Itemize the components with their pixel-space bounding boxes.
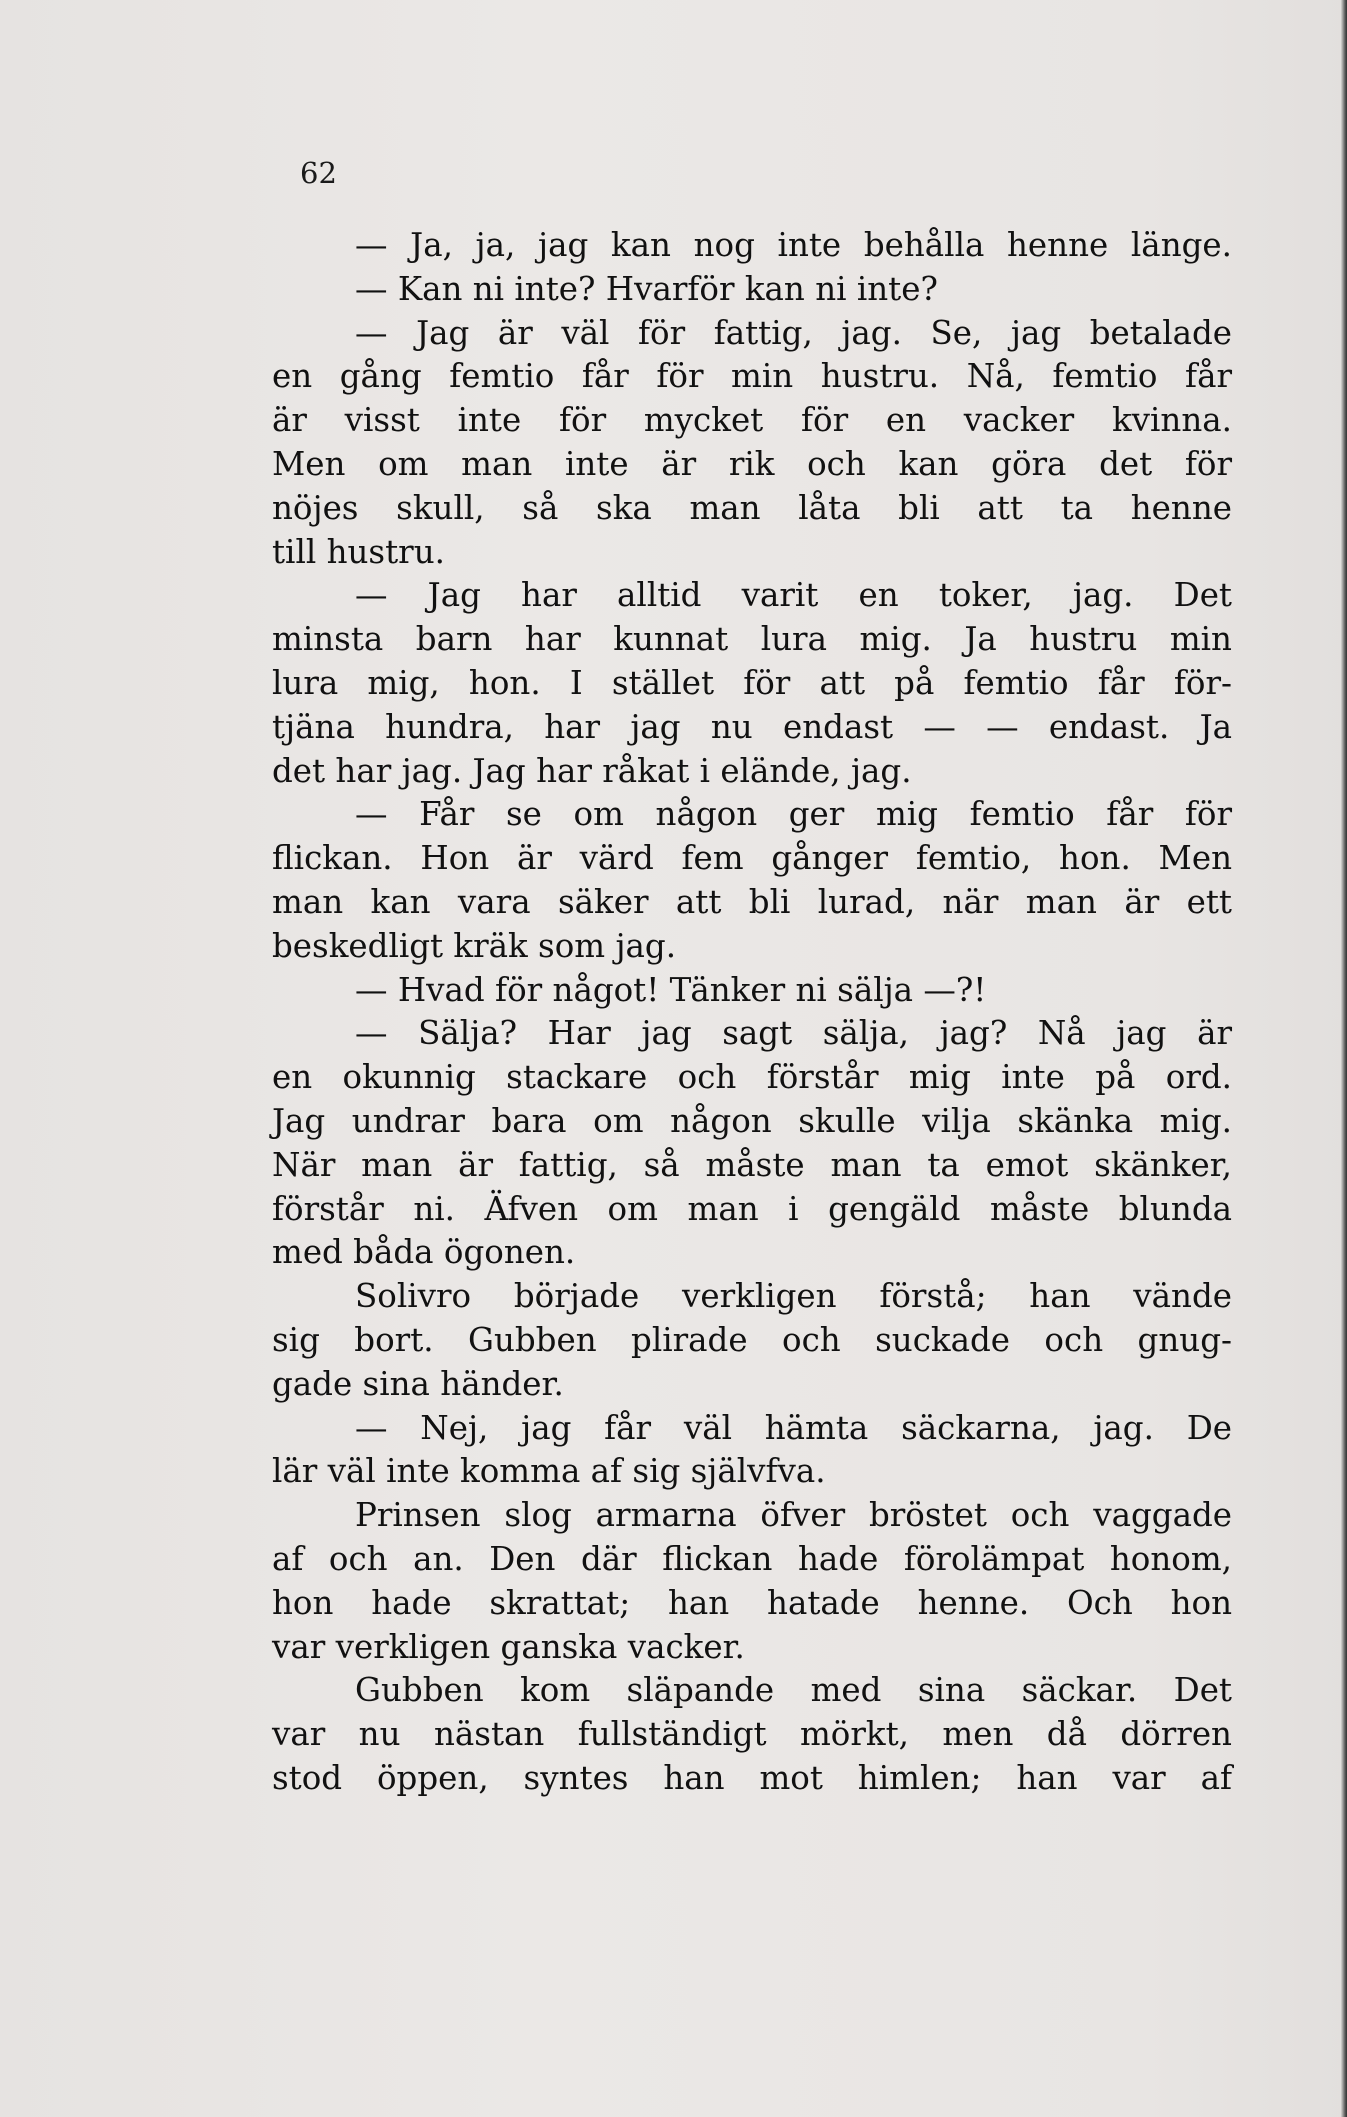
text-line: man kan vara säker att bli lurad, när man är ett <box>272 882 1232 921</box>
text-line: var verkligen ganska vacker. <box>272 1627 745 1666</box>
text-line: till hustru. <box>272 532 445 571</box>
text-line: — Får se om någon ger mig femtio får för <box>355 795 1232 834</box>
page-number: 62 <box>300 156 337 190</box>
text-line: beskedligt kräk som jag. <box>272 926 677 965</box>
text-line: — Sälja? Har jag sagt sälja, jag? Nå jag är <box>355 1014 1232 1053</box>
text-line: en gång femtio får för min hustru. Nå, femtio får <box>272 357 1232 396</box>
text-line: lär väl inte komma af sig självfva. <box>272 1452 826 1491</box>
text-line: Prinsen slog armarna öfver bröstet och vaggade <box>355 1496 1232 1535</box>
page-edge <box>1341 0 1347 2117</box>
text-line: en okunnig stackare och förstår mig inte på ord. <box>272 1058 1232 1097</box>
text-line: Solivro började verkligen förstå; han vände <box>355 1277 1232 1316</box>
text-line: förstår ni. Äfven om man i gengäld måste blunda <box>272 1189 1232 1228</box>
text-line: När man är fattig, så måste man ta emot skänker, <box>272 1145 1232 1184</box>
text-line: är visst inte för mycket för en vacker kvinna. <box>272 401 1232 440</box>
text-line: hon hade skrattat; han hatade henne. Och hon <box>272 1583 1232 1622</box>
text-line: gade sina händer. <box>272 1364 564 1403</box>
text-line: nöjes skull, så ska man låta bli att ta henne <box>272 488 1232 527</box>
text-line: Men om man inte är rik och kan göra det för <box>272 444 1232 483</box>
text-line: — Jag är väl för fattig, jag. Se, jag betalade <box>355 313 1232 352</box>
text-line: sig bort. Gubben plirade och suckade och gnug- <box>272 1320 1232 1359</box>
text-line: — Kan ni inte? Hvarför kan ni inte? <box>355 269 938 308</box>
text-line: Jag undrar bara om någon skulle vilja skänka mig. <box>272 1101 1232 1140</box>
text-line: det har jag. Jag har råkat i elände, jag. <box>272 751 912 790</box>
text-line: — Hvad för något! Tänker ni sälja —?! <box>355 970 987 1009</box>
text-line: af och an. Den där flickan hade förolämpat honom, <box>272 1539 1232 1578</box>
text-line: flickan. Hon är värd fem gånger femtio, hon. Men <box>272 839 1232 878</box>
text-line: — Ja, ja, jag kan nog inte behålla henne länge. <box>355 226 1232 264</box>
body-text <box>272 224 1232 1801</box>
text-line: minsta barn har kunnat lura mig. Ja hustru min <box>272 620 1232 659</box>
text-line: stod öppen, syntes han mot himlen; han var af <box>272 1758 1232 1797</box>
text-line: lura mig, hon. I stället för att på femtio får för- <box>272 663 1232 702</box>
text-line: tjäna hundra, har jag nu endast — — endast. Ja <box>272 707 1232 746</box>
text-line: — Jag har alltid varit en toker, jag. Det <box>355 576 1232 615</box>
text-line: — Nej, jag får väl hämta säckarna, jag. De <box>355 1408 1232 1447</box>
text-line: med båda ögonen. <box>272 1233 576 1272</box>
text-line: Gubben kom släpande med sina säckar. Det <box>355 1671 1232 1710</box>
text-line: var nu nästan fullständigt mörkt, men då dörren <box>272 1715 1232 1754</box>
